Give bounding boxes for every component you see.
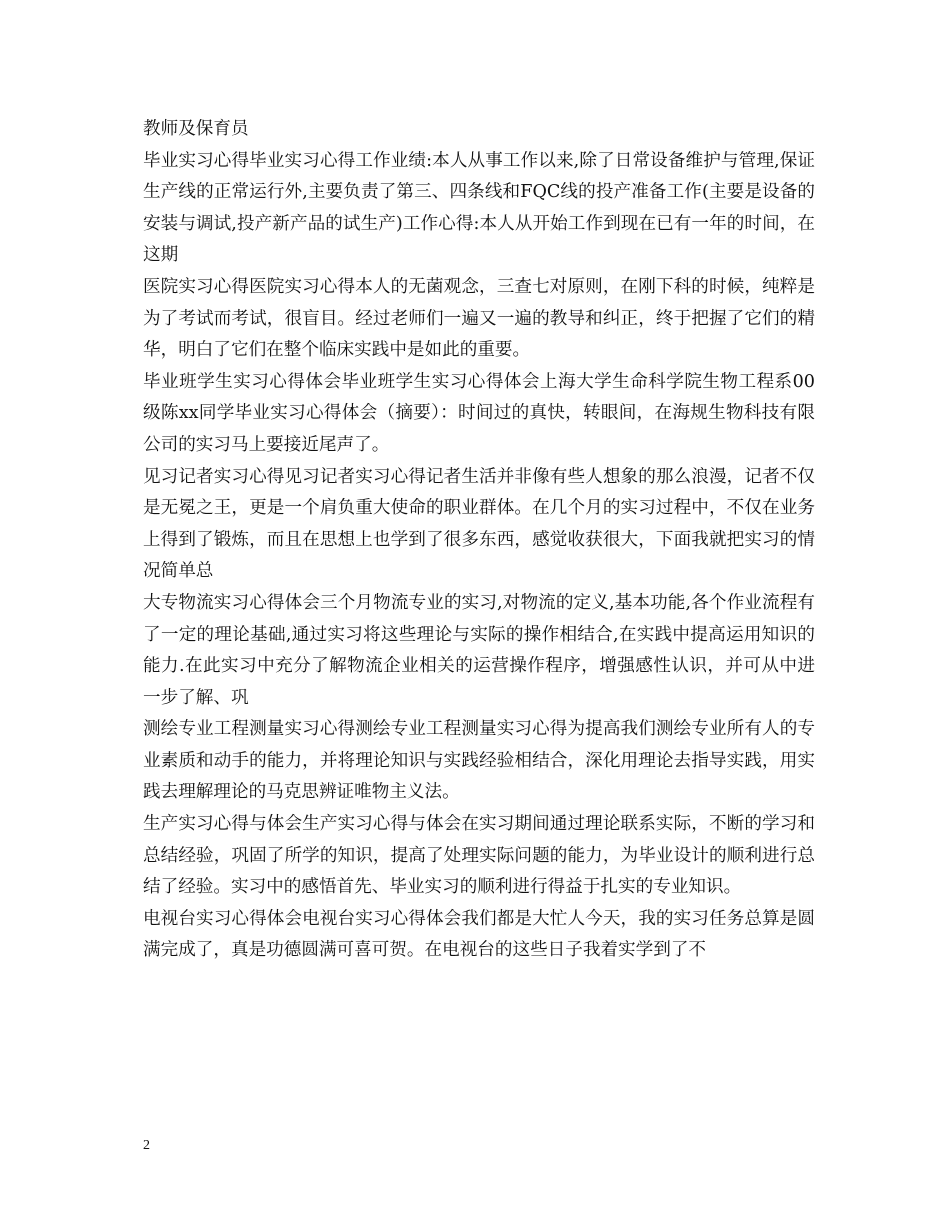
paragraph-heading: 教师及保育员	[143, 119, 249, 139]
paragraph: 毕业实习心得毕业实习心得工作业绩:本人从事工作以来,除了日常设备维护与管理,保证生产线的正常运行外,主要负责了第三、四条线和FQC线的投产准备工作(主要是设备的安装与调试,投产新产品的试生产)工作心得:本人从开始工作到现在已有一年的时间，在这期	[143, 150, 815, 266]
paragraph: 生产实习心得与体会生产实习心得与体会在实习期间通过理论联系实际，不断的学习和总结经验，巩固了所学的知识，提高了处理实际问题的能力，为毕业设计的顺利进行总结了经验。实习中的感悟首先、毕业实习的顺利进行得益于扎实的专业知识。	[143, 814, 815, 898]
paragraph: 测绘专业工程测量实习心得测绘专业工程测量实习心得为提高我们测绘专业所有人的专业素质和动手的能力，并将理论知识与实践经验相结合，深化用理论去指导实践，用实践去理解理论的马克思辨证唯物主义法。	[143, 719, 815, 803]
paragraph: 大专物流实习心得体会三个月物流专业的实习,对物流的定义,基本功能,各个作业流程有了一定的理论基础,通过实习将这些理论与实际的操作相结合,在实践中提高运用知识的能力.在此实习中充分了解物流企业相关的运营操作程序，增强感性认识，并可从中进一步了解、巩	[143, 592, 815, 708]
paragraph: 电视台实习心得体会电视台实习心得体会我们都是大忙人今天，我的实习任务总算是圆满完成了，真是功德圆满可喜可贺。在电视台的这些日子我着实学到了不	[143, 908, 815, 961]
paragraph: 医院实习心得医院实习心得本人的无菌观念，三查七对原则，在刚下科的时候，纯粹是为了考试而考试，很盲目。经过老师们一遍又一遍的教导和纠正，终于把握了它们的精华，明白了它们在整个临床实践中是如此的重要。	[143, 276, 815, 361]
page-number: 2	[143, 1138, 150, 1153]
paragraph: 毕业班学生实习心得体会毕业班学生实习心得体会上海大学生命科学院生物工程系00级陈xx同学毕业实习心得体会（摘要）：时间过的真快，转眼间，在海规生物科技有限公司的实习马上要接近尾声了。	[143, 371, 815, 455]
paragraph: 见习记者实习心得见习记者实习心得记者生活并非像有些人想象的那么浪漫，记者不仅是无冕之王，更是一个肩负重大使命的职业群体。在几个月的实习过程中，不仅在业务上得到了锻炼，而且在思想上也学到了很多东西，感觉收获很大，下面我就把实习的情况简单总	[143, 466, 815, 582]
document-body	[143, 114, 815, 967]
